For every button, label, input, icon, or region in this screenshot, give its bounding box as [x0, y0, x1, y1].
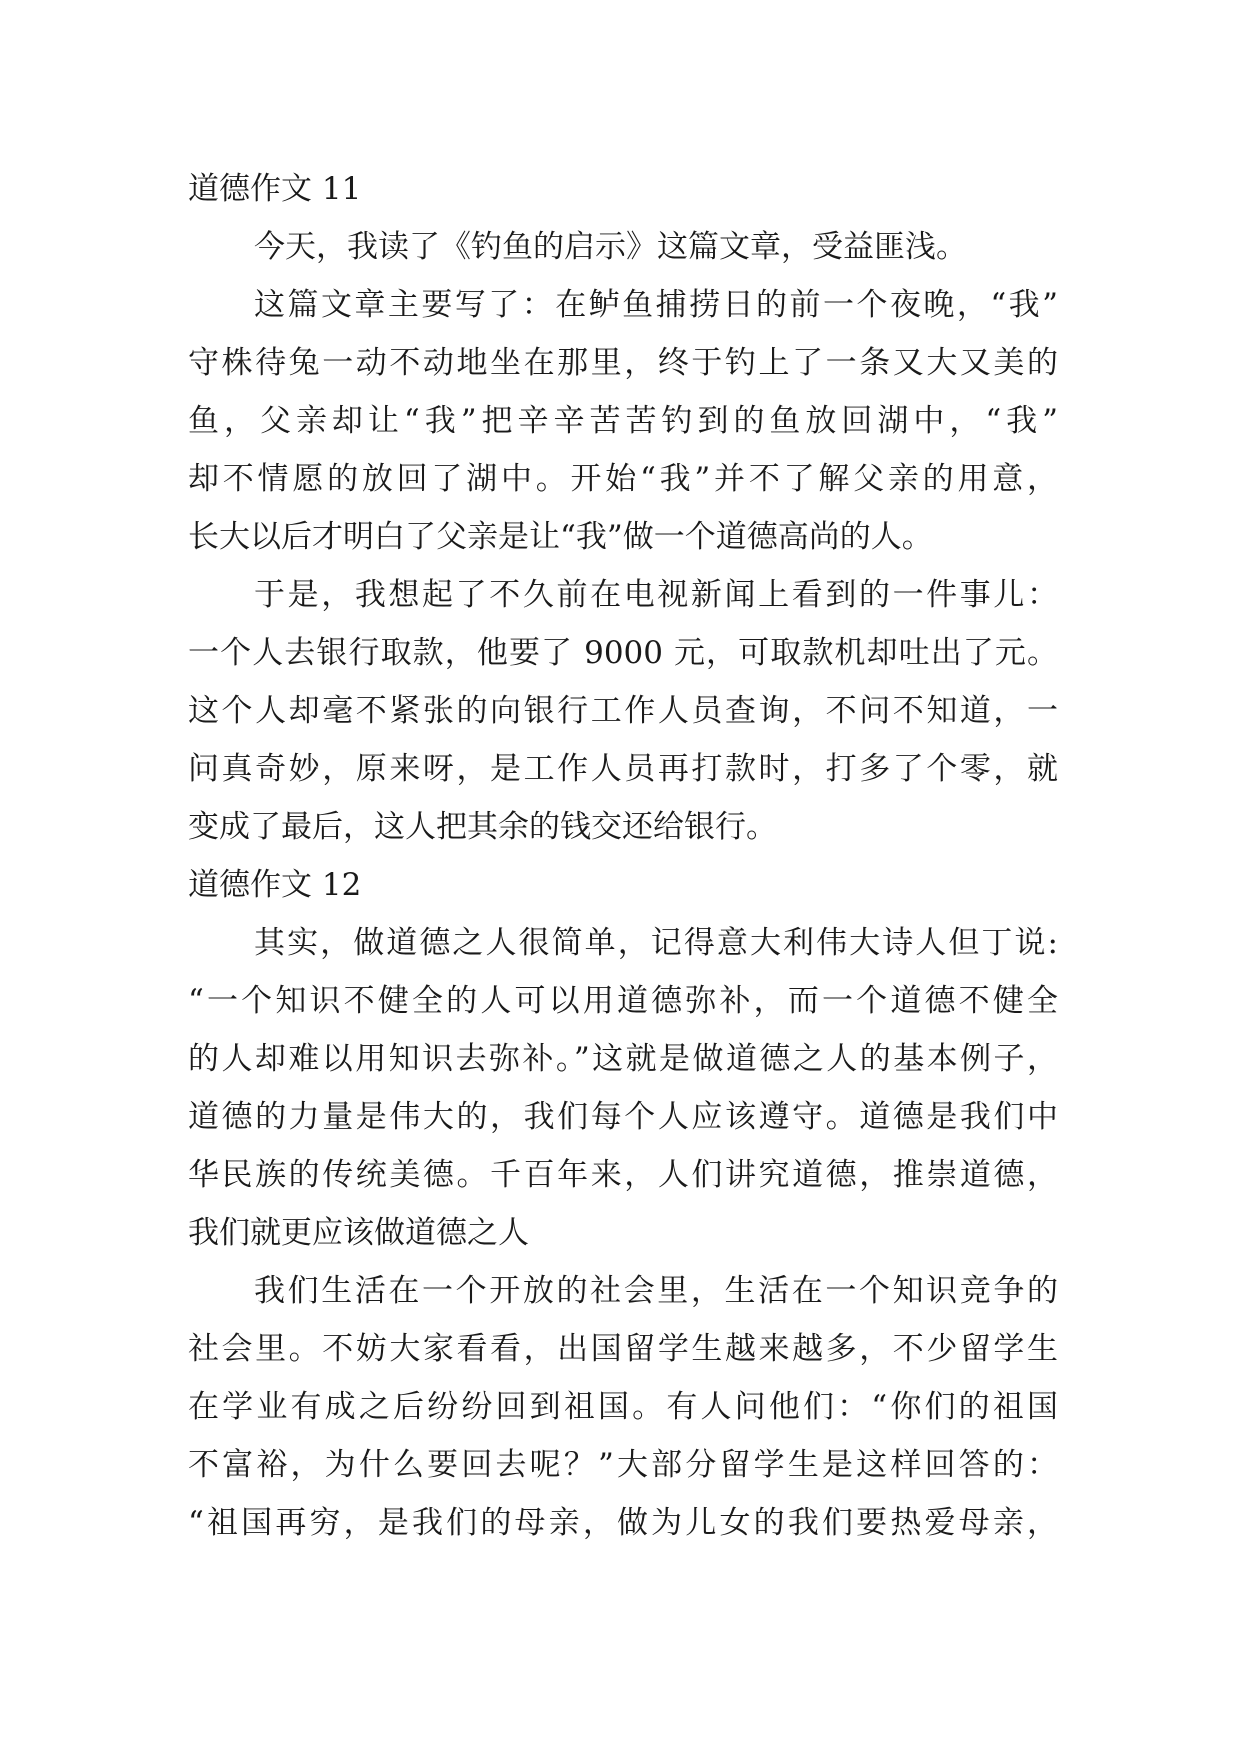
text-line: “一个知识不健全的人可以用道德弥补，而一个道德不健全: [188, 983, 1058, 1019]
text-line: 今天，我读了《钓鱼的启示》这篇文章，受益匪浅。: [254, 229, 967, 265]
text-line: 在学业有成之后纷纷回到祖国。有人问他们：“你们的祖国: [188, 1389, 1058, 1425]
paragraph: [188, 218, 1058, 276]
paragraph: [188, 276, 1058, 566]
text-line: 这个人却毫不紧张的向银行工作人员查询，不问不知道，一: [188, 693, 1058, 729]
text-line: 其实，做道德之人很简单，记得意大利伟大诗人但丁说:: [254, 925, 1058, 961]
paragraph: [188, 914, 1058, 1262]
text-line: 社会里。不妨大家看看，出国留学生越来越多，不少留学生: [188, 1331, 1058, 1367]
text-line: 不富裕，为什么要回去呢？”大部分留学生是这样回答的：: [188, 1447, 1058, 1483]
text-line: 守株待兔一动不动地坐在那里，终于钓上了一条又大又美的: [188, 345, 1058, 381]
text-line: 我们生活在一个开放的社会里，生活在一个知识竞争的: [254, 1273, 1058, 1309]
text-line: 长大以后才明白了父亲是让“我”做一个道德高尚的人。: [188, 519, 933, 555]
text-line: 鱼，父亲却让“我”把辛辛苦苦钓到的鱼放回湖中，“我”: [188, 403, 1058, 439]
text-line: 的人却难以用知识去弥补。”这就是做道德之人的基本例子，: [188, 1041, 1058, 1077]
text-line: 于是，我想起了不久前在电视新闻上看到的一件事儿：: [254, 577, 1058, 613]
text-line: “祖国再穷，是我们的母亲，做为儿女的我们要热爱母亲，: [188, 1505, 1058, 1541]
paragraph: [188, 566, 1058, 856]
text-line: 道德的力量是伟大的，我们每个人应该遵守。道德是我们中: [188, 1099, 1058, 1135]
text-line: 问真奇妙，原来呀，是工作人员再打款时，打多了个零，就: [188, 751, 1058, 787]
text-line: 这篇文章主要写了：在鲈鱼捕捞日的前一个夜晚，“我”: [254, 287, 1058, 323]
section-heading: 道德作文 12: [188, 867, 362, 903]
text-line: 一个人去银行取款，他要了 9000 元，可取款机却吐出了元。: [188, 635, 1058, 671]
section-heading: 道德作文 11: [188, 171, 362, 207]
text-line: 却不情愿的放回了湖中。开始“我”并不了解父亲的用意，: [188, 461, 1058, 497]
text-line: 变成了最后，这人把其余的钱交还给银行。: [188, 809, 777, 845]
text-line: 华民族的传统美德。千百年来，人们讲究道德，推崇道德，: [188, 1157, 1058, 1193]
document-body: [188, 160, 1058, 1552]
paragraph: [188, 1262, 1058, 1552]
text-line: 我们就更应该做道德之人: [188, 1215, 529, 1251]
